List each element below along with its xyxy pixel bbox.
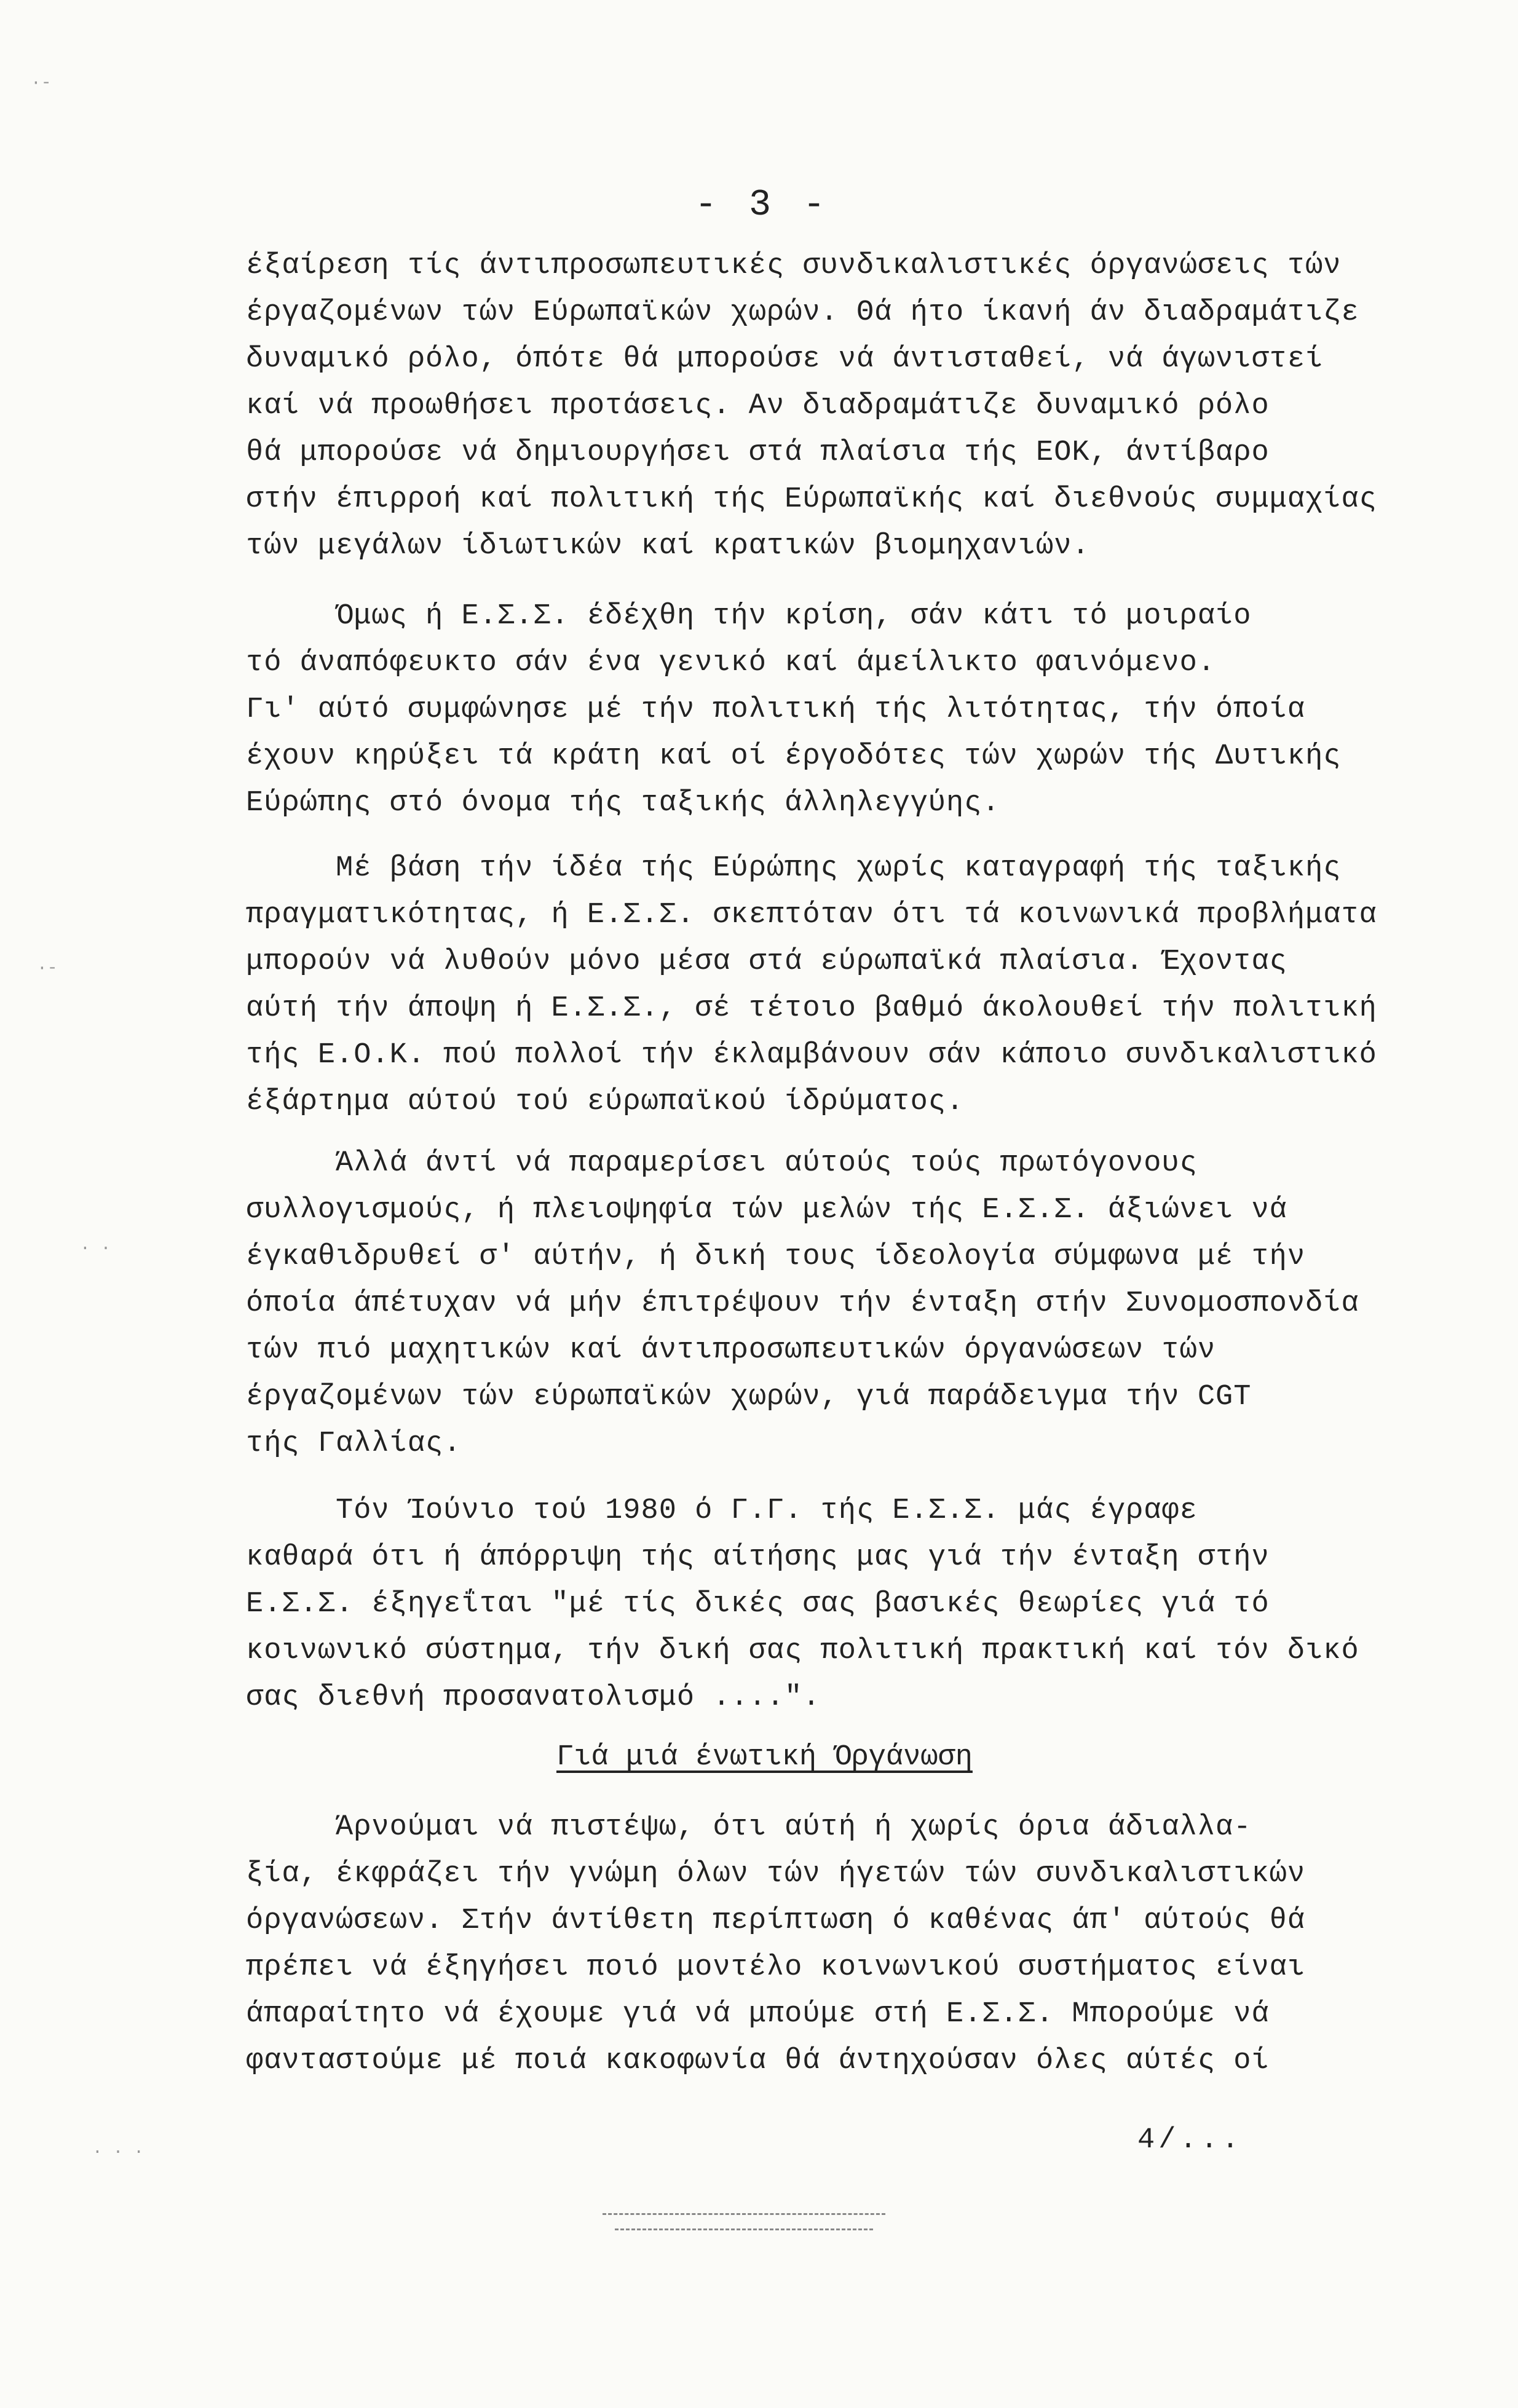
text-line: συλλογισμούς, ή πλειοψηφία τών μελών τής Ε.Σ.Σ. άξιώνει νά	[246, 1194, 1287, 1226]
paragraph-2	[246, 593, 1463, 827]
text-line: Όμως ή Ε.Σ.Σ. έδέχθη τήν κρίση, σάν κάτι τό μοιραίο	[246, 600, 1252, 633]
text-line: τής Γαλλίας.	[246, 1427, 462, 1460]
text-line: Άλλά άντί νά παραμερίσει αύτούς τούς πρωτόγονους	[246, 1147, 1198, 1180]
scan-speck: ·-	[37, 959, 58, 978]
text-line: όργανώσεων. Στήν άντίθετη περίπτωση ό καθένας άπ' αύτούς θά	[246, 1905, 1306, 1937]
text-line: σας διεθνή προσανατολισμό ....".	[246, 1681, 821, 1714]
text-line: καθαρά ότι ή άπόρριψη τής αίτήσης μας γιά τήν ένταξη στήν	[246, 1541, 1270, 1574]
text-line: έγκαθιδρυθεί σ' αύτήν, ή δική τους ίδεολογία σύμφωνα μέ τήν	[246, 1241, 1306, 1273]
text-line: θά μπορούσε νά δημιουργήσει στά πλαίσια τής ΕΟΚ, άντίβαρο	[246, 436, 1270, 469]
text-line: αύτή τήν άποψη ή Ε.Σ.Σ., σέ τέτοιο βαθμό άκολουθεί τήν πολιτική	[246, 992, 1377, 1025]
text-line: Άρνούμαι νά πιστέψω, ότι αύτή ή χωρίς όρια άδιαλλα-	[246, 1811, 1252, 1844]
text-line: κοινωνικό σύστημα, τήν δική σας πολιτική πρακτική καί τόν δικό	[246, 1635, 1359, 1667]
paragraph-6	[246, 1804, 1463, 2085]
page-number: - 3 -	[695, 184, 831, 226]
text-line: έργαζομένων τών Εύρωπαϊκών χωρών. Θά ήτο ίκανή άν διαδραμάτιζε	[246, 296, 1359, 329]
paragraph-4	[246, 1140, 1463, 1467]
text-line: μπορούν νά λυθούν μόνο μέσα στά εύρωπαϊκά πλαίσια. Έχοντας	[246, 945, 1287, 978]
text-line: τής Ε.Ο.Κ. πού πολλοί τήν έκλαμβάνουν σάν κάποιο συνδικαλιστικό	[246, 1039, 1377, 1072]
scan-speck: . . .	[92, 2139, 144, 2158]
text-line: στήν έπιρροή καί πολιτική τής Εύρωπαϊκής καί διεθνούς συμμαχίας	[246, 483, 1377, 516]
text-line: έχουν κηρύξει τά κράτη καί οί έργοδότες τών χωρών τής Δυτικής	[246, 740, 1342, 773]
continuation-marker: 4/...	[1137, 2124, 1243, 2157]
text-line: Γι' αύτό συμφώνησε μέ τήν πολιτική τής λιτότητας, τήν όποία	[246, 693, 1306, 726]
bottom-rule	[603, 2213, 885, 2215]
text-line: Εύρώπης στό όνομα τής ταξικής άλληλεγγύης.	[246, 787, 1000, 819]
text-line: φανταστούμε μέ ποιά κακοφωνία θά άντηχούσαν όλες αύτές οί	[246, 2045, 1270, 2077]
text-line: τών μεγάλων ίδιωτικών καί κρατικών βιομηχανιών.	[246, 530, 1090, 563]
text-line: ξία, έκφράζει τήν γνώμη όλων τών ήγετών τών συνδικαλιστικών	[246, 1858, 1306, 1890]
scan-speck: . .	[80, 1236, 111, 1255]
text-line: άπαραίτητο νά έχουμε γιά νά μπούμε στή Ε.Σ.Σ. Μπορούμε νά	[246, 1998, 1270, 2031]
text-line: έργαζομένων τών εύρωπαϊκών χωρών, γιά παράδειγμα τήν CGT	[246, 1381, 1252, 1413]
paragraph-3	[246, 845, 1463, 1126]
text-line: πρέπει νά έξηγήσει ποιό μοντέλο κοινωνικού συστήματος είναι	[246, 1951, 1306, 1984]
paragraph-1	[246, 243, 1463, 570]
text-line: πραγματικότητας, ή Ε.Σ.Σ. σκεπτόταν ότι τά κοινωνικά προβλήματα	[246, 899, 1377, 931]
text-line: τό άναπόφευκτο σάν ένα γενικό καί άμείλικτο φαινόμενο.	[246, 647, 1216, 679]
text-line: Μέ βάση τήν ίδέα τής Εύρώπης χωρίς καταγραφή τής ταξικής	[246, 852, 1342, 885]
text-line: όποία άπέτυχαν νά μήν έπιτρέψουν τήν ένταξη στήν Συνομοσπονδία	[246, 1287, 1359, 1320]
section-heading: Γιά μιά ένωτική Όργάνωση	[556, 1741, 973, 1774]
paragraph-5	[246, 1488, 1463, 1721]
text-line: τών πιό μαχητικών καί άντιπροσωπευτικών όργανώσεων τών	[246, 1334, 1216, 1367]
text-line: Ε.Σ.Σ. έξηγεΐται "μέ τίς δικές σας βασικές θεωρίες γιά τό	[246, 1588, 1270, 1620]
text-line: δυναμικό ρόλο, όπότε θά μπορούσε νά άντισταθεί, νά άγωνιστεί	[246, 343, 1324, 376]
text-line: έξάρτημα αύτού τού εύρωπαϊκού ίδρύματος.	[246, 1086, 965, 1118]
text-line: Τόν Ίούνιο τού 1980 ό Γ.Γ. τής Ε.Σ.Σ. μάς έγραφε	[246, 1494, 1198, 1527]
text-line: καί νά προωθήσει προτάσεις. Αν διαδραμάτιζε δυναμικό ρόλο	[246, 390, 1270, 422]
bottom-rule-2	[615, 2228, 873, 2230]
text-line: έξαίρεση τίς άντιπροσωπευτικές συνδικαλιστικές όργανώσεις τών	[246, 250, 1342, 282]
scan-speck: ·-	[31, 74, 52, 93]
